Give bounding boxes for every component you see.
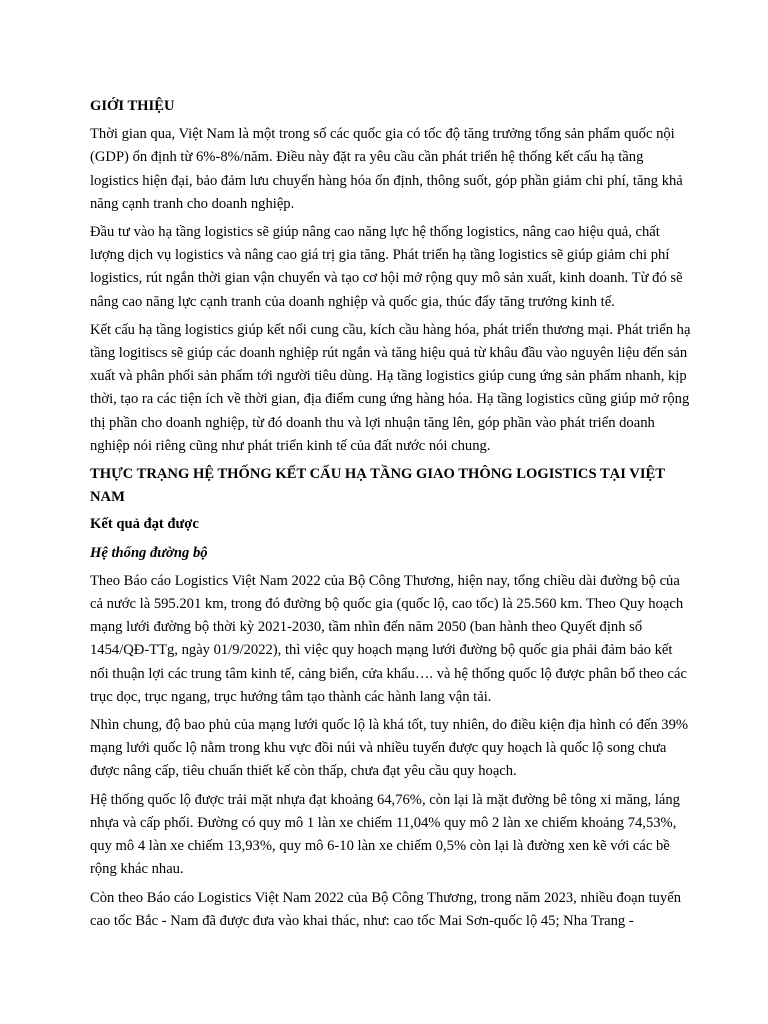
road-paragraph-3: Hệ thống quốc lộ được trải mặt nhựa đạt khoảng 64,76%, còn lại là mặt đường bê tông xi măng, láng nhựa và cấp phối. Đường có quy mô 1 làn xe chiếm 11,04% quy mô 2 làn xe chiếm khoảng 74,53%, quy mô 4 làn xe chiếm 13,93%, quy mô 6-10 làn xe chiếm 0,5% còn lại là đường xen kẽ với các bề rộng khác nhau. [90,791,680,878]
road-paragraph-1: Theo Báo cáo Logistics Việt Nam 2022 của Bộ Công Thương, hiện nay, tổng chiều dài đường bộ của cả nước là 595.201 km, trong đó đường bộ quốc gia (quốc lộ, cao tốc) là 25.560 km. Theo Quy hoạch mạng lưới đường bộ thời kỳ 2021-2030, tầm nhìn đến năm 2050 (ban hành theo Quyết định số 1454/QĐ-TTg, ngày 01/9/2022), thì việc quy hoạch mạng lưới đường bộ quốc gia phải đảm bảo kết nối thuận lợi các trung tâm kinh tế, cảng biển, cửa khẩu…. và hệ thống quốc lộ được phân bổ theo các trục dọc, trục ngang, trục hướng tâm tạo thành các hành lang vận tải. [90,572,687,705]
heading-introduction: GIỚI THIỆU [90,98,175,114]
heading-results: Kết quả đạt được [90,516,199,533]
road-paragraph-2: Nhìn chung, độ bao phủ của mạng lưới quốc lộ là khá tốt, tuy nhiên, do điều kiện địa hình có đến 39% mạng lưới quốc lộ nằm trong khu vực đồi núi và nhiều tuyến được quy hoạch là quốc lộ song chưa được nâng cấp, tiêu chuẩn thiết kế còn thấp, chưa đạt yêu cầu quy hoạch. [90,717,689,780]
intro-paragraph-2: Đầu tư vào hạ tầng logistics sẽ giúp nâng cao năng lực hệ thống logistics, nâng cao hiệu quả, chất lượng dịch vụ logistics và nâng cao giá trị gia tăng. Phát triển hạ tầng logistics sẽ giúp giảm chi phí logistics, rút ngắn thời gian vận chuyển và tạo cơ hội mở rộng quy mô sản xuất, kinh doanh. Từ đó sẽ nâng cao năng lực cạnh tranh của doanh nghiệp và quốc gia, thúc đẩy tăng trưởng kinh tế. [90,224,683,310]
intro-paragraph-3: Kết cấu hạ tầng logistics giúp kết nối cung cầu, kích cầu hàng hóa, phát triển thương mại. Phát triển hạ tầng logitiscs sẽ giúp các doanh nghiệp rút ngắn và tăng hiệu quả từ khâu đầu vào nguyên liệu đến sản xuất và phân phối sản phẩm tới người tiêu dùng. Hạ tầng logistics giúp cung ứng sản phẩm nhanh, kịp thời, tạo ra các tiện ích về thời gian, địa điểm cung ứng hàng hóa. Hạ tầng logistics cũng giúp mở rộng thị phần cho doanh nghiệp, từ đó doanh thu và lợi nhuận tăng lên, góp phần vào phát triển doanh nghiệp nói riêng cũng như phát triển kinh tế của đất nước nói chung. [90,321,691,454]
road-paragraph-4: Còn theo Báo cáo Logistics Việt Nam 2022 của Bộ Công Thương, trong năm 2023, nhiều đoạn tuyến cao tốc Bắc - Nam đã được đưa vào khai thác, như: cao tốc Mai Sơn-quốc lộ 45; Nha Trang - [90,889,681,929]
intro-paragraph-1: Thời gian qua, Việt Nam là một trong số các quốc gia có tốc độ tăng trưởng tổng sản phẩm quốc nội (GDP) ổn định từ 6%-8%/năm. Điều này đặt ra yêu cầu cần phát triển hệ thống kết cấu hạ tầng logistics hiện đại, bảo đảm lưu chuyển hàng hóa ổn định, thông suốt, góp phần giảm chi phí, tăng khả năng cạnh tranh cho doanh nghiệp. [90,126,683,212]
document-body [90,95,694,938]
heading-current-status: THỰC TRẠNG HỆ THỐNG KẾT CẤU HẠ TẦNG GIAO THÔNG LOGISTICS TẠI VIỆT NAM [90,466,665,506]
heading-road-system: Hệ thống đường bộ [90,544,208,561]
